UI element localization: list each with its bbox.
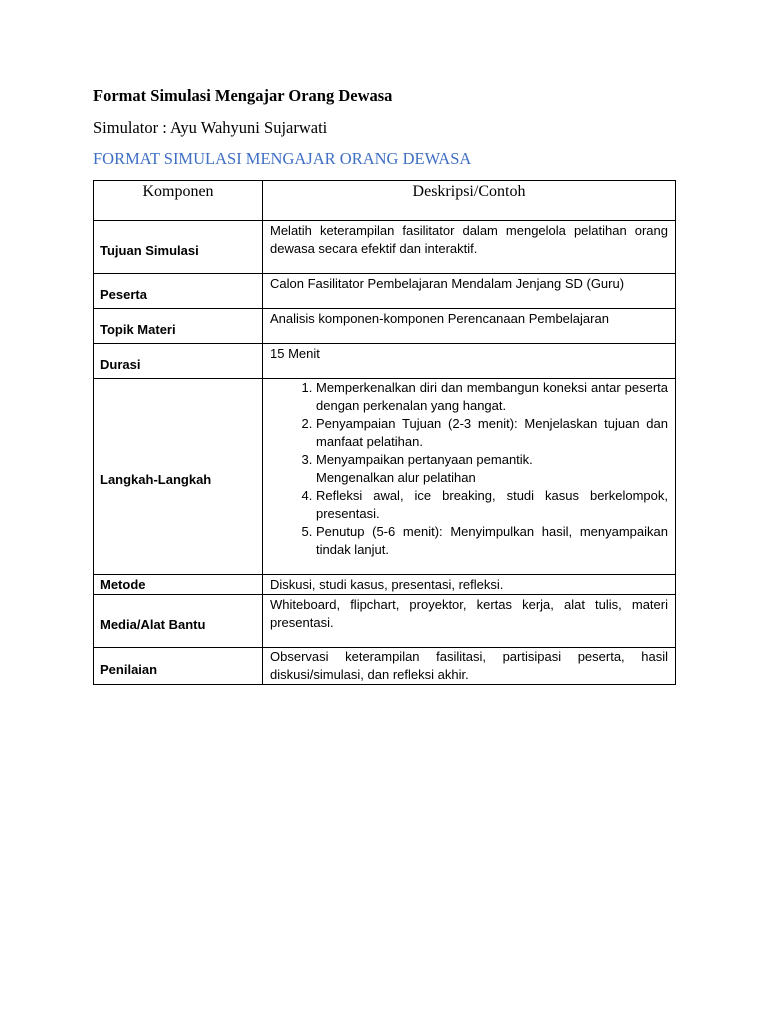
table-row [94, 575, 676, 595]
page-title: Format Simulasi Mengajar Orang Dewasa [93, 86, 393, 105]
step-item: 2. Penyampaian Tujuan (2-3 menit): Menjelaskan tujuan dan manfaat pelatihan. [316, 415, 668, 451]
section-heading: FORMAT SIMULASI MENGAJAR ORANG DEWASA [93, 149, 472, 168]
row-desc-topik: Analisis komponen-komponen Perencanaan Pembelajaran [263, 309, 676, 344]
row-desc-durasi: 15 Menit [263, 344, 676, 379]
table-row [94, 648, 676, 685]
row-label-langkah: Langkah-Langkah [94, 379, 263, 575]
table-row [94, 309, 676, 344]
table-row [94, 379, 676, 575]
row-desc-metode: Diskusi, studi kasus, presentasi, refleksi. [263, 575, 676, 595]
row-label-topik: Topik Materi [94, 309, 263, 344]
simulation-format-table [93, 180, 676, 685]
row-label-durasi: Durasi [94, 344, 263, 379]
row-label-peserta: Peserta [94, 274, 263, 309]
step-item: 5. Penutup (5-6 menit): Menyimpulkan hasil, menyampaikan tindak lanjut. [316, 523, 668, 559]
row-label-penilaian: Penilaian [94, 648, 263, 685]
header-komponen: Komponen [94, 181, 263, 221]
row-desc-media: Whiteboard, flipchart, proyektor, kertas kerja, alat tulis, materi presentasi. [263, 595, 676, 648]
step-3-extra: Mengenalkan alur pelatihan [316, 470, 476, 485]
row-desc-peserta: Calon Fasilitator Pembelajaran Mendalam Jenjang SD (Guru) [263, 274, 676, 309]
row-desc-penilaian: Observasi keterampilan fasilitasi, partisipasi peserta, hasil diskusi/simulasi, dan refleksi akhir. [263, 648, 676, 685]
row-label-metode: Metode [94, 575, 263, 595]
header-deskripsi: Deskripsi/Contoh [263, 181, 676, 221]
simulator-line: Simulator : Ayu Wahyuni Sujarwati [93, 118, 328, 137]
row-label-media: Media/Alat Bantu [94, 595, 263, 648]
table-row [94, 595, 676, 648]
step-item [316, 451, 668, 487]
table-row [94, 274, 676, 309]
step-3-text: Menyampaikan pertanyaan pemantik. [316, 452, 533, 467]
table-row [94, 221, 676, 274]
table-header-row [94, 181, 676, 221]
row-label-tujuan: Tujuan Simulasi [94, 221, 263, 274]
row-desc-langkah [263, 379, 676, 575]
step-item: 1. Memperkenalkan diri dan membangun koneksi antar peserta dengan perkenalan yang hangat. [316, 379, 668, 415]
table-row [94, 344, 676, 379]
step-item: 4. Refleksi awal, ice breaking, studi kasus berkelompok, presentasi. [316, 487, 668, 523]
steps-list [270, 379, 668, 559]
row-desc-tujuan: Melatih keterampilan fasilitator dalam mengelola pelatihan orang dewasa secara efektif dan interaktif. [263, 221, 676, 274]
